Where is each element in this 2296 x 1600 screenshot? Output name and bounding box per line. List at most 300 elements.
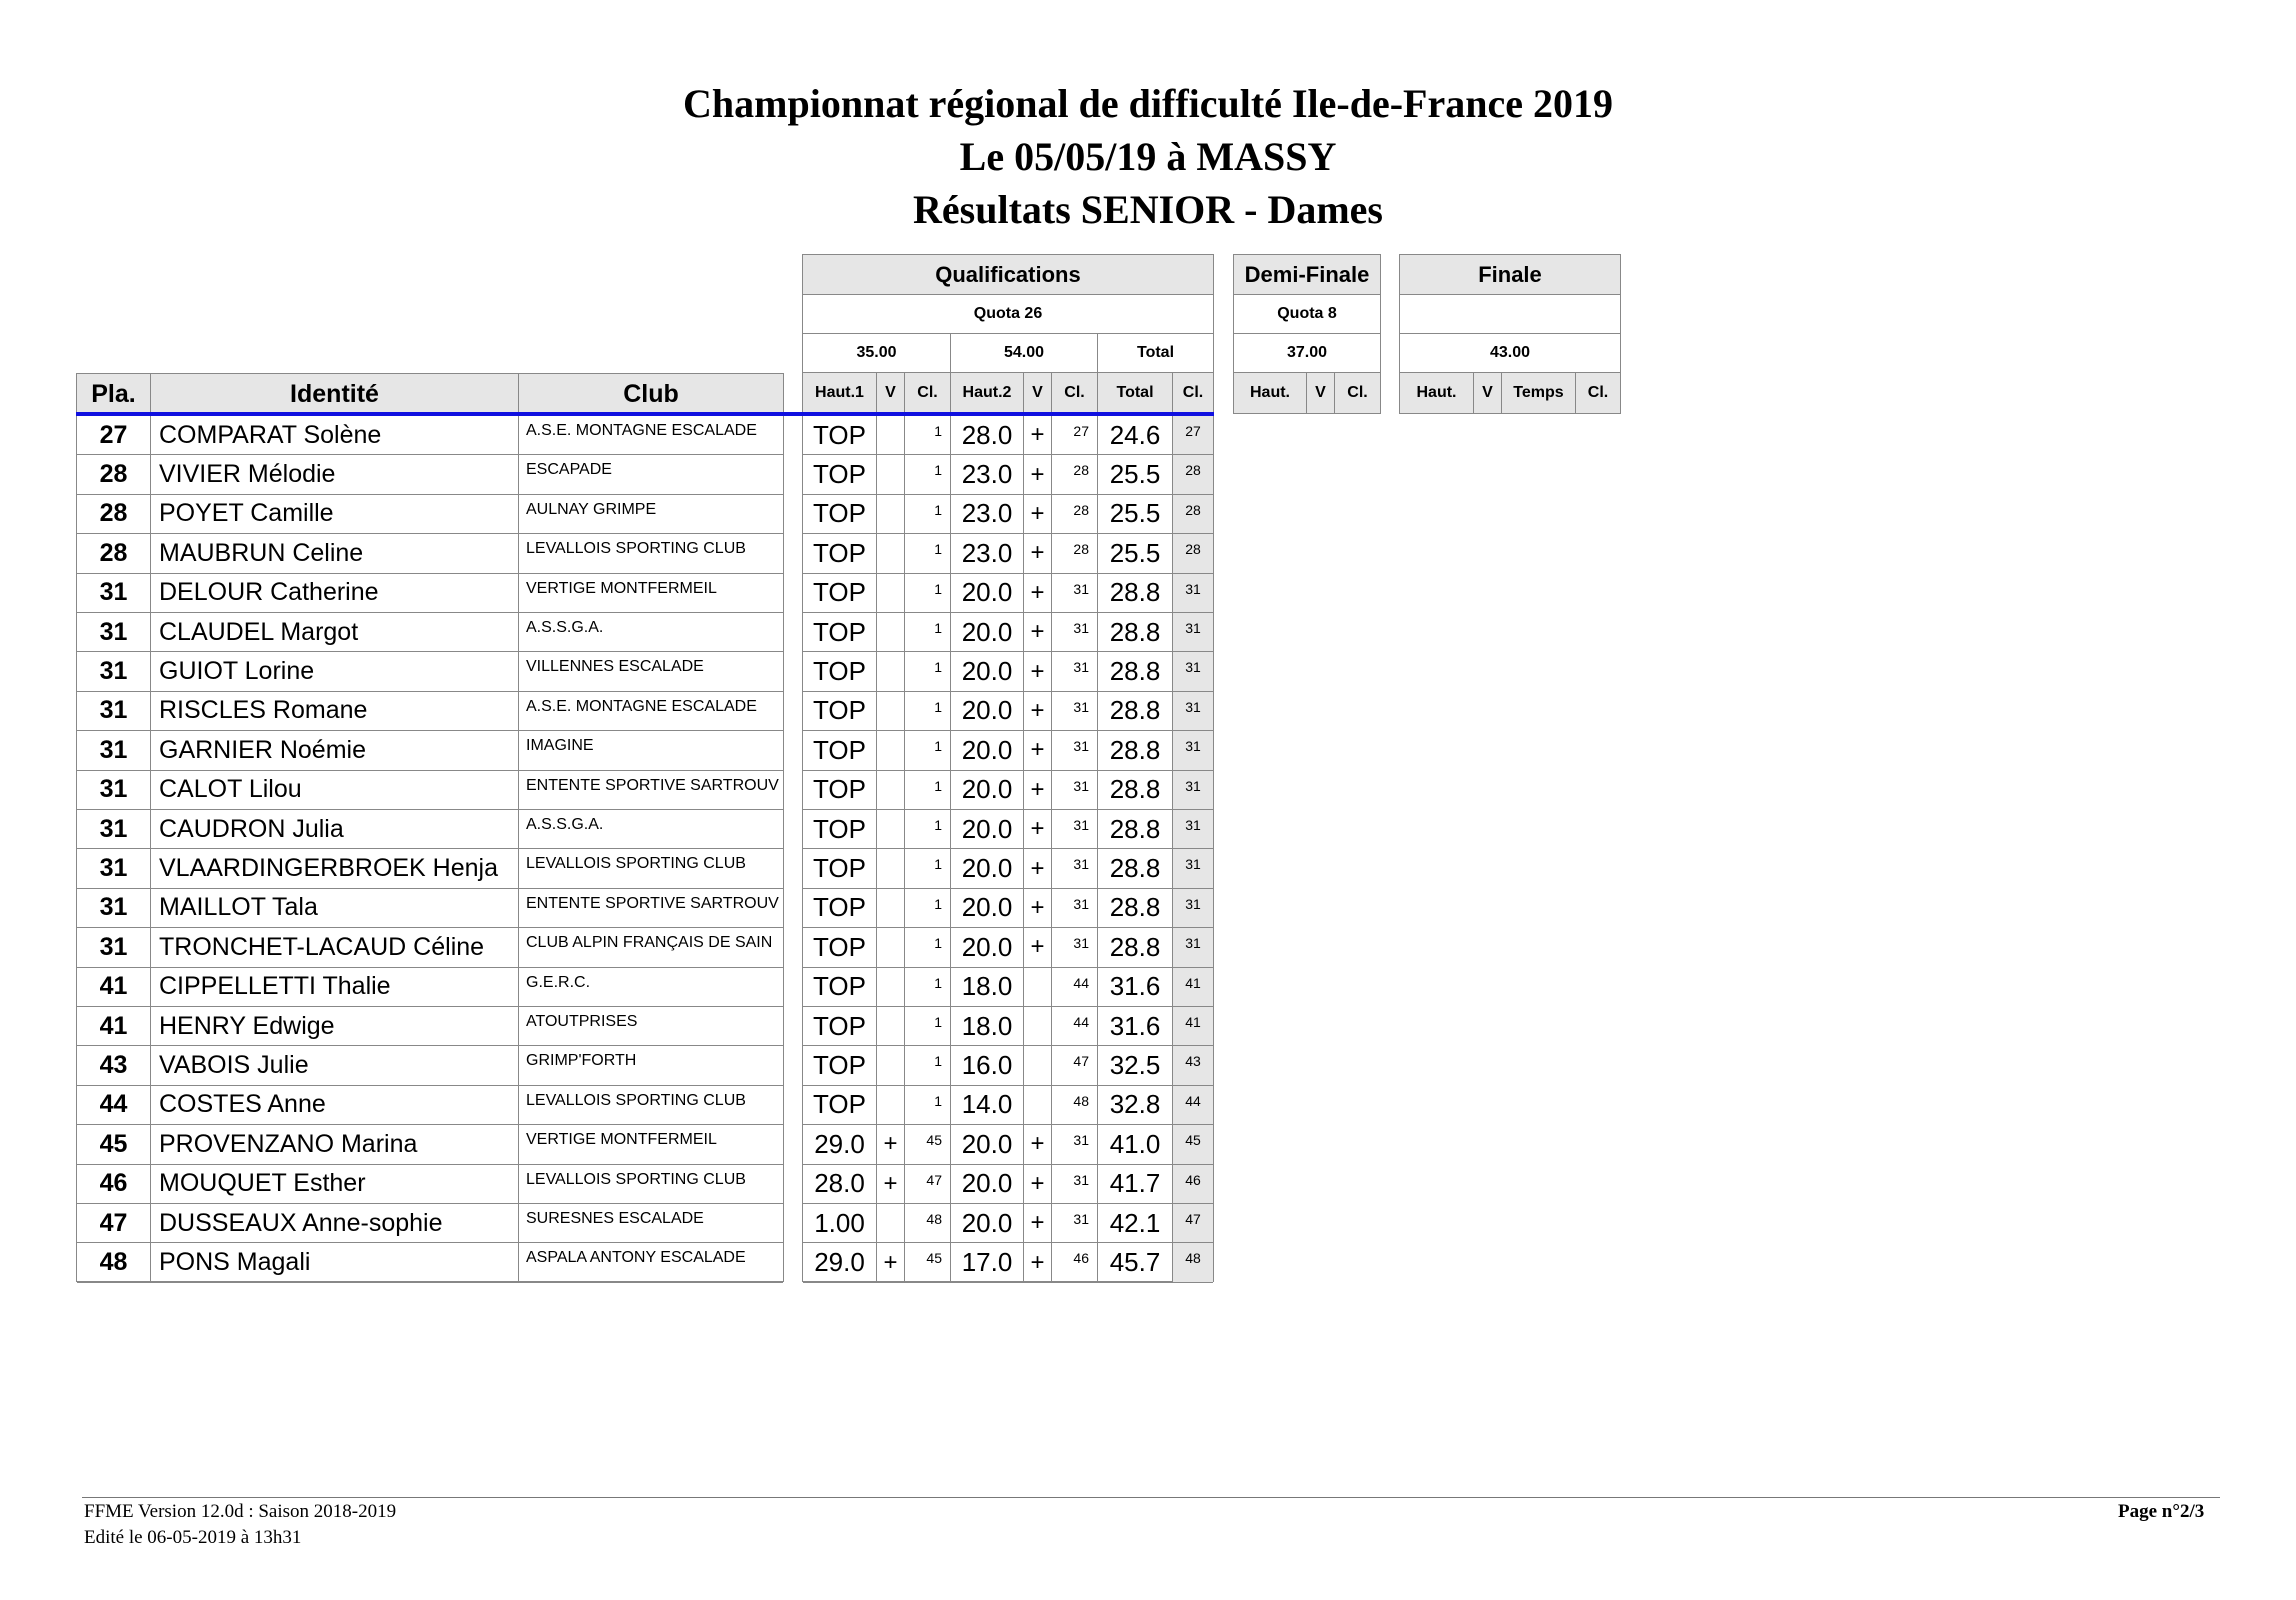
table-row	[77, 1086, 783, 1125]
cell-haut2: 20.0	[950, 613, 1023, 651]
cell-place: 31	[99, 735, 128, 764]
cell-v2	[1023, 1046, 1051, 1084]
demi-col-v: V	[1306, 373, 1334, 413]
cell-v2	[1023, 1086, 1051, 1124]
cell-rank: 28	[1172, 534, 1213, 572]
cell-place: 44	[99, 1090, 128, 1119]
qualif-ref-route1: 35.00	[803, 334, 950, 373]
cell-haut1: TOP	[813, 537, 866, 568]
cell-identity: CAUDRON Julia	[150, 810, 518, 848]
cell-v1	[876, 574, 904, 612]
cell-cl2: 28	[1051, 455, 1097, 493]
cell-place: 27	[99, 420, 128, 449]
cell-v2: +	[1023, 889, 1051, 927]
cell-total: 28.8	[1097, 928, 1172, 966]
cell-v1	[876, 1086, 904, 1124]
cell-cl2: 31	[1051, 574, 1097, 612]
cell-cl1: 1	[904, 574, 950, 612]
cell-v2: +	[1023, 574, 1051, 612]
cell-haut1: TOP	[813, 892, 866, 923]
cell-haut1: 29.0	[814, 1247, 865, 1278]
cell-cl2: 28	[1051, 534, 1097, 572]
qualification-results-table	[802, 416, 1214, 1282]
cell-haut2: 20.0	[950, 652, 1023, 690]
table-row	[77, 1125, 783, 1164]
cell-rank: 45	[1172, 1125, 1213, 1163]
table-row	[803, 889, 1213, 928]
cell-rank: 46	[1172, 1165, 1213, 1203]
cell-club: A.S.E. MONTAGNE ESCALADE	[518, 692, 783, 730]
cell-v1: +	[876, 1125, 904, 1163]
finale-col-haut: Haut.	[1400, 373, 1473, 413]
cell-cl1: 1	[904, 416, 950, 454]
table-row	[77, 692, 783, 731]
cell-cl2: 27	[1051, 416, 1097, 454]
cell-total: 42.1	[1097, 1204, 1172, 1242]
cell-club: GRIMP'FORTH	[518, 1046, 783, 1084]
cell-place: 41	[99, 1011, 128, 1040]
demi-finale-title: Demi-Finale	[1234, 255, 1380, 295]
cell-cl2: 31	[1051, 810, 1097, 848]
cell-club: ESCAPADE	[518, 455, 783, 493]
cell-haut1: TOP	[813, 1010, 866, 1041]
col-haut2: Haut.2	[950, 373, 1023, 413]
cell-v1	[876, 889, 904, 927]
cell-rank: 31	[1172, 771, 1213, 809]
cell-rank: 31	[1172, 731, 1213, 769]
cell-haut2: 20.0	[950, 1165, 1023, 1203]
cell-haut2: 16.0	[950, 1046, 1023, 1084]
cell-haut1: 1.00	[814, 1207, 865, 1238]
cell-cl1: 48	[904, 1204, 950, 1242]
cell-cl2: 31	[1051, 1204, 1097, 1242]
cell-haut1: TOP	[813, 853, 866, 884]
cell-v2: +	[1023, 416, 1051, 454]
qualifications-quota: Quota 26	[803, 295, 1213, 334]
finale-col-cl: Cl.	[1575, 373, 1620, 413]
cell-haut1: TOP	[813, 931, 866, 962]
cell-place: 31	[99, 617, 128, 646]
cell-v2: +	[1023, 771, 1051, 809]
cell-identity: COSTES Anne	[150, 1086, 518, 1124]
qualifications-header	[802, 254, 1214, 414]
cell-haut2: 17.0	[950, 1243, 1023, 1281]
cell-v2: +	[1023, 534, 1051, 572]
cell-cl1: 1	[904, 652, 950, 690]
cell-v1	[876, 534, 904, 572]
finale-quota-empty	[1400, 295, 1620, 334]
cell-rank: 31	[1172, 613, 1213, 651]
cell-haut1: TOP	[813, 695, 866, 726]
cell-total: 31.6	[1097, 968, 1172, 1006]
cell-place: 28	[99, 538, 128, 567]
cell-total: 24.6	[1097, 416, 1172, 454]
cell-haut1: TOP	[813, 813, 866, 844]
cell-v2: +	[1023, 613, 1051, 651]
col-haut1: Haut.1	[803, 373, 876, 413]
cell-cl1: 1	[904, 534, 950, 572]
table-row	[803, 1204, 1213, 1243]
cell-v1	[876, 849, 904, 887]
cell-rank: 31	[1172, 810, 1213, 848]
table-row	[803, 613, 1213, 652]
cell-identity: MAUBRUN Celine	[150, 534, 518, 572]
table-row	[803, 771, 1213, 810]
cell-v1	[876, 495, 904, 533]
table-row	[77, 810, 783, 849]
col-club: Club	[518, 374, 783, 414]
cell-haut2: 20.0	[950, 574, 1023, 612]
finale-col-temps: Temps	[1501, 373, 1575, 413]
table-row	[803, 574, 1213, 613]
table-row	[803, 692, 1213, 731]
table-row	[803, 1165, 1213, 1204]
cell-place: 43	[99, 1051, 128, 1080]
competitor-header	[76, 373, 784, 414]
cell-cl2: 44	[1051, 968, 1097, 1006]
cell-haut1: TOP	[813, 419, 866, 450]
cell-place: 31	[99, 932, 128, 961]
cell-place: 31	[99, 696, 128, 725]
cell-total: 31.6	[1097, 1007, 1172, 1045]
cell-rank: 28	[1172, 495, 1213, 533]
cell-haut2: 20.0	[950, 849, 1023, 887]
cell-place: 31	[99, 893, 128, 922]
table-row	[803, 1046, 1213, 1085]
cell-v2: +	[1023, 1243, 1051, 1281]
cell-cl2: 31	[1051, 771, 1097, 809]
cell-haut2: 20.0	[950, 692, 1023, 730]
cell-rank: 41	[1172, 1007, 1213, 1045]
cell-v1	[876, 810, 904, 848]
cell-rank: 31	[1172, 692, 1213, 730]
cell-haut2: 18.0	[950, 968, 1023, 1006]
cell-cl1: 1	[904, 1086, 950, 1124]
cell-club: A.S.S.G.A.	[518, 613, 783, 651]
cell-haut2: 20.0	[950, 889, 1023, 927]
cell-haut2: 20.0	[950, 771, 1023, 809]
cell-rank: 31	[1172, 574, 1213, 612]
table-row	[77, 1046, 783, 1085]
cell-club: AULNAY GRIMPE	[518, 495, 783, 533]
cell-place: 31	[99, 657, 128, 686]
cell-v1	[876, 731, 904, 769]
cell-v1: +	[876, 1165, 904, 1203]
cell-identity: DELOUR Catherine	[150, 574, 518, 612]
cell-rank: 44	[1172, 1086, 1213, 1124]
cell-cl1: 1	[904, 771, 950, 809]
cell-rank: 31	[1172, 928, 1213, 966]
cell-cl1: 1	[904, 849, 950, 887]
table-row	[803, 416, 1213, 455]
col-cl: Cl.	[1172, 373, 1213, 413]
table-row	[803, 1125, 1213, 1164]
table-row	[77, 613, 783, 652]
cell-cl2: 31	[1051, 731, 1097, 769]
table-row	[77, 534, 783, 573]
cell-haut1: TOP	[813, 774, 866, 805]
cell-v2: +	[1023, 1204, 1051, 1242]
cell-club: ENTENTE SPORTIVE SARTROUV	[518, 889, 783, 927]
demi-col-haut: Haut.	[1234, 373, 1306, 413]
cell-v2: +	[1023, 495, 1051, 533]
cell-total: 41.7	[1097, 1165, 1172, 1203]
cell-identity: PROVENZANO Marina	[150, 1125, 518, 1163]
cell-place: 46	[99, 1169, 128, 1198]
demi-finale-quota: Quota 8	[1234, 295, 1380, 334]
cell-rank: 41	[1172, 968, 1213, 1006]
cell-v1	[876, 613, 904, 651]
cell-v1	[876, 455, 904, 493]
cell-haut1: 28.0	[814, 1168, 865, 1199]
table-row	[77, 771, 783, 810]
table-row	[803, 849, 1213, 888]
cell-cl2: 31	[1051, 889, 1097, 927]
cell-haut2: 20.0	[950, 1125, 1023, 1163]
cell-identity: POYET Camille	[150, 495, 518, 533]
cell-haut1: TOP	[813, 971, 866, 1002]
finale-title: Finale	[1400, 255, 1620, 295]
cell-total: 28.8	[1097, 652, 1172, 690]
event-date-location: Le 05/05/19 à MASSY	[959, 134, 1337, 179]
table-row	[77, 574, 783, 613]
cell-rank: 27	[1172, 416, 1213, 454]
table-row	[77, 1243, 783, 1282]
cell-cl2: 31	[1051, 692, 1097, 730]
cell-haut2: 14.0	[950, 1086, 1023, 1124]
cell-place: 28	[99, 499, 128, 528]
cell-v1	[876, 928, 904, 966]
cell-club: G.E.R.C.	[518, 968, 783, 1006]
cell-total: 41.0	[1097, 1125, 1172, 1163]
competitor-table	[76, 416, 784, 1282]
table-row	[803, 731, 1213, 770]
table-row	[803, 968, 1213, 1007]
cell-place: 31	[99, 775, 128, 804]
table-row	[803, 1086, 1213, 1125]
col-v2: V	[1023, 373, 1051, 413]
cell-club: CLUB ALPIN FRANÇAIS DE SAIN	[518, 928, 783, 966]
cell-total: 28.8	[1097, 731, 1172, 769]
cell-total: 45.7	[1097, 1243, 1172, 1281]
demi-finale-header	[1233, 254, 1381, 414]
cell-v2: +	[1023, 652, 1051, 690]
cell-total: 28.8	[1097, 613, 1172, 651]
cell-cl2: 28	[1051, 495, 1097, 533]
cell-cl1: 1	[904, 928, 950, 966]
cell-total: 28.8	[1097, 849, 1172, 887]
cell-rank: 48	[1172, 1243, 1213, 1281]
table-row	[77, 455, 783, 494]
cell-haut2: 28.0	[950, 416, 1023, 454]
cell-club: A.S.S.G.A.	[518, 810, 783, 848]
cell-haut2: 23.0	[950, 455, 1023, 493]
cell-total: 28.8	[1097, 889, 1172, 927]
cell-cl1: 45	[904, 1243, 950, 1281]
cell-club: VILLENNES ESCALADE	[518, 652, 783, 690]
table-row	[77, 1204, 783, 1243]
cell-place: 48	[99, 1248, 128, 1277]
cell-identity: MOUQUET Esther	[150, 1165, 518, 1203]
cell-v1	[876, 1007, 904, 1045]
cell-cl1: 1	[904, 613, 950, 651]
cell-place: 31	[99, 854, 128, 883]
results-category: Résultats SENIOR - Dames	[913, 187, 1383, 232]
table-row	[77, 849, 783, 888]
cell-v2: +	[1023, 810, 1051, 848]
cell-v2	[1023, 1007, 1051, 1045]
cell-haut1: TOP	[813, 734, 866, 765]
cell-club: LEVALLOIS SPORTING CLUB	[518, 534, 783, 572]
cell-haut1: TOP	[813, 616, 866, 647]
cell-place: 31	[99, 578, 128, 607]
cell-v1	[876, 968, 904, 1006]
cell-v2: +	[1023, 1125, 1051, 1163]
demi-col-cl: Cl.	[1334, 373, 1380, 413]
cell-identity: MAILLOT Tala	[150, 889, 518, 927]
cell-cl1: 1	[904, 692, 950, 730]
cell-identity: PONS Magali	[150, 1243, 518, 1281]
cell-v2: +	[1023, 455, 1051, 493]
cell-identity: GARNIER Noémie	[150, 731, 518, 769]
cell-haut2: 23.0	[950, 534, 1023, 572]
cell-club: ASPALA ANTONY ESCALADE	[518, 1243, 783, 1281]
cell-cl1: 1	[904, 731, 950, 769]
table-row	[77, 652, 783, 691]
qualifications-title: Qualifications	[803, 255, 1213, 295]
cell-place: 45	[99, 1129, 128, 1158]
cell-identity: CIPPELLETTI Thalie	[150, 968, 518, 1006]
cell-total: 28.8	[1097, 771, 1172, 809]
cell-cl2: 48	[1051, 1086, 1097, 1124]
cell-haut1: TOP	[813, 656, 866, 687]
cell-total: 25.5	[1097, 534, 1172, 572]
qualif-ref-route2: 54.00	[950, 334, 1097, 373]
cell-rank: 31	[1172, 652, 1213, 690]
cell-v2: +	[1023, 692, 1051, 730]
cell-identity: GUIOT Lorine	[150, 652, 518, 690]
cell-haut1: TOP	[813, 1050, 866, 1081]
cell-cl2: 31	[1051, 652, 1097, 690]
cell-v1	[876, 416, 904, 454]
finale-ref: 43.00	[1400, 334, 1620, 373]
cell-haut1: TOP	[813, 498, 866, 529]
cell-cl1: 1	[904, 810, 950, 848]
footer-edited: Edité le 06-05-2019 à 13h31	[84, 1527, 302, 1548]
col-v1: V	[876, 373, 904, 413]
cell-cl1: 1	[904, 1046, 950, 1084]
table-row	[803, 534, 1213, 573]
cell-club: SURESNES ESCALADE	[518, 1204, 783, 1242]
cell-cl2: 31	[1051, 1165, 1097, 1203]
cell-place: 41	[99, 972, 128, 1001]
cell-cl1: 1	[904, 1007, 950, 1045]
cell-cl1: 1	[904, 968, 950, 1006]
col-cl1: Cl.	[904, 373, 950, 413]
cell-v1	[876, 1204, 904, 1242]
footer-page-number: Page n°2/3	[2118, 1501, 2205, 1522]
cell-identity: CLAUDEL Margot	[150, 613, 518, 651]
table-row	[77, 416, 783, 455]
cell-identity: VABOIS Julie	[150, 1046, 518, 1084]
cell-club: ATOUTPRISES	[518, 1007, 783, 1045]
cell-place: 47	[99, 1208, 128, 1237]
cell-rank: 47	[1172, 1204, 1213, 1242]
cell-club: LEVALLOIS SPORTING CLUB	[518, 1165, 783, 1203]
cell-total: 25.5	[1097, 495, 1172, 533]
cell-rank: 28	[1172, 455, 1213, 493]
cell-total: 32.5	[1097, 1046, 1172, 1084]
col-identite: Identité	[150, 374, 518, 414]
demi-finale-ref: 37.00	[1234, 334, 1380, 373]
cell-place: 28	[99, 460, 128, 489]
col-cl2: Cl.	[1051, 373, 1097, 413]
table-row	[803, 1007, 1213, 1046]
cell-identity: COMPARAT Solène	[150, 416, 518, 454]
cell-v2: +	[1023, 928, 1051, 966]
cell-club: IMAGINE	[518, 731, 783, 769]
cell-v1	[876, 771, 904, 809]
cell-haut1: TOP	[813, 1089, 866, 1120]
cell-cl1: 45	[904, 1125, 950, 1163]
cell-club: ENTENTE SPORTIVE SARTROUV	[518, 771, 783, 809]
cell-cl2: 44	[1051, 1007, 1097, 1045]
cell-cl1: 1	[904, 495, 950, 533]
cell-haut1: 29.0	[814, 1128, 865, 1159]
cell-haut2: 20.0	[950, 1204, 1023, 1242]
col-pla: Pla.	[77, 374, 150, 414]
cell-rank: 31	[1172, 889, 1213, 927]
cell-identity: VLAARDINGERBROEK Henja	[150, 849, 518, 887]
cell-club: LEVALLOIS SPORTING CLUB	[518, 1086, 783, 1124]
cell-haut1: TOP	[813, 577, 866, 608]
cell-identity: HENRY Edwige	[150, 1007, 518, 1045]
table-row	[77, 731, 783, 770]
cell-haut2: 18.0	[950, 1007, 1023, 1045]
cell-v2: +	[1023, 1165, 1051, 1203]
cell-cl2: 31	[1051, 1125, 1097, 1163]
cell-v1	[876, 1046, 904, 1084]
cell-identity: DUSSEAUX Anne-sophie	[150, 1204, 518, 1242]
cell-rank: 31	[1172, 849, 1213, 887]
cell-haut2: 20.0	[950, 731, 1023, 769]
cell-club: LEVALLOIS SPORTING CLUB	[518, 849, 783, 887]
table-row	[803, 928, 1213, 967]
table-row	[77, 889, 783, 928]
finale-header	[1399, 254, 1621, 414]
cell-club: VERTIGE MONTFERMEIL	[518, 574, 783, 612]
finale-col-v: V	[1473, 373, 1501, 413]
cell-cl1: 1	[904, 455, 950, 493]
cell-v2: +	[1023, 849, 1051, 887]
qualif-ref-total: Total	[1097, 334, 1213, 373]
cell-cl2: 46	[1051, 1243, 1097, 1281]
cell-club: VERTIGE MONTFERMEIL	[518, 1125, 783, 1163]
cell-haut2: 23.0	[950, 495, 1023, 533]
cell-club: A.S.E. MONTAGNE ESCALADE	[518, 416, 783, 454]
cell-total: 28.8	[1097, 810, 1172, 848]
document-title: Championnat régional de difficulté Ile-de-France 2019	[683, 81, 1613, 126]
cell-identity: TRONCHET-LACAUD Céline	[150, 928, 518, 966]
cell-cl1: 47	[904, 1165, 950, 1203]
cell-haut1: TOP	[813, 459, 866, 490]
cell-cl2: 31	[1051, 928, 1097, 966]
table-row	[803, 455, 1213, 494]
cell-total: 28.8	[1097, 574, 1172, 612]
footer-divider	[82, 1497, 2220, 1498]
cell-identity: RISCLES Romane	[150, 692, 518, 730]
cell-haut2: 20.0	[950, 810, 1023, 848]
